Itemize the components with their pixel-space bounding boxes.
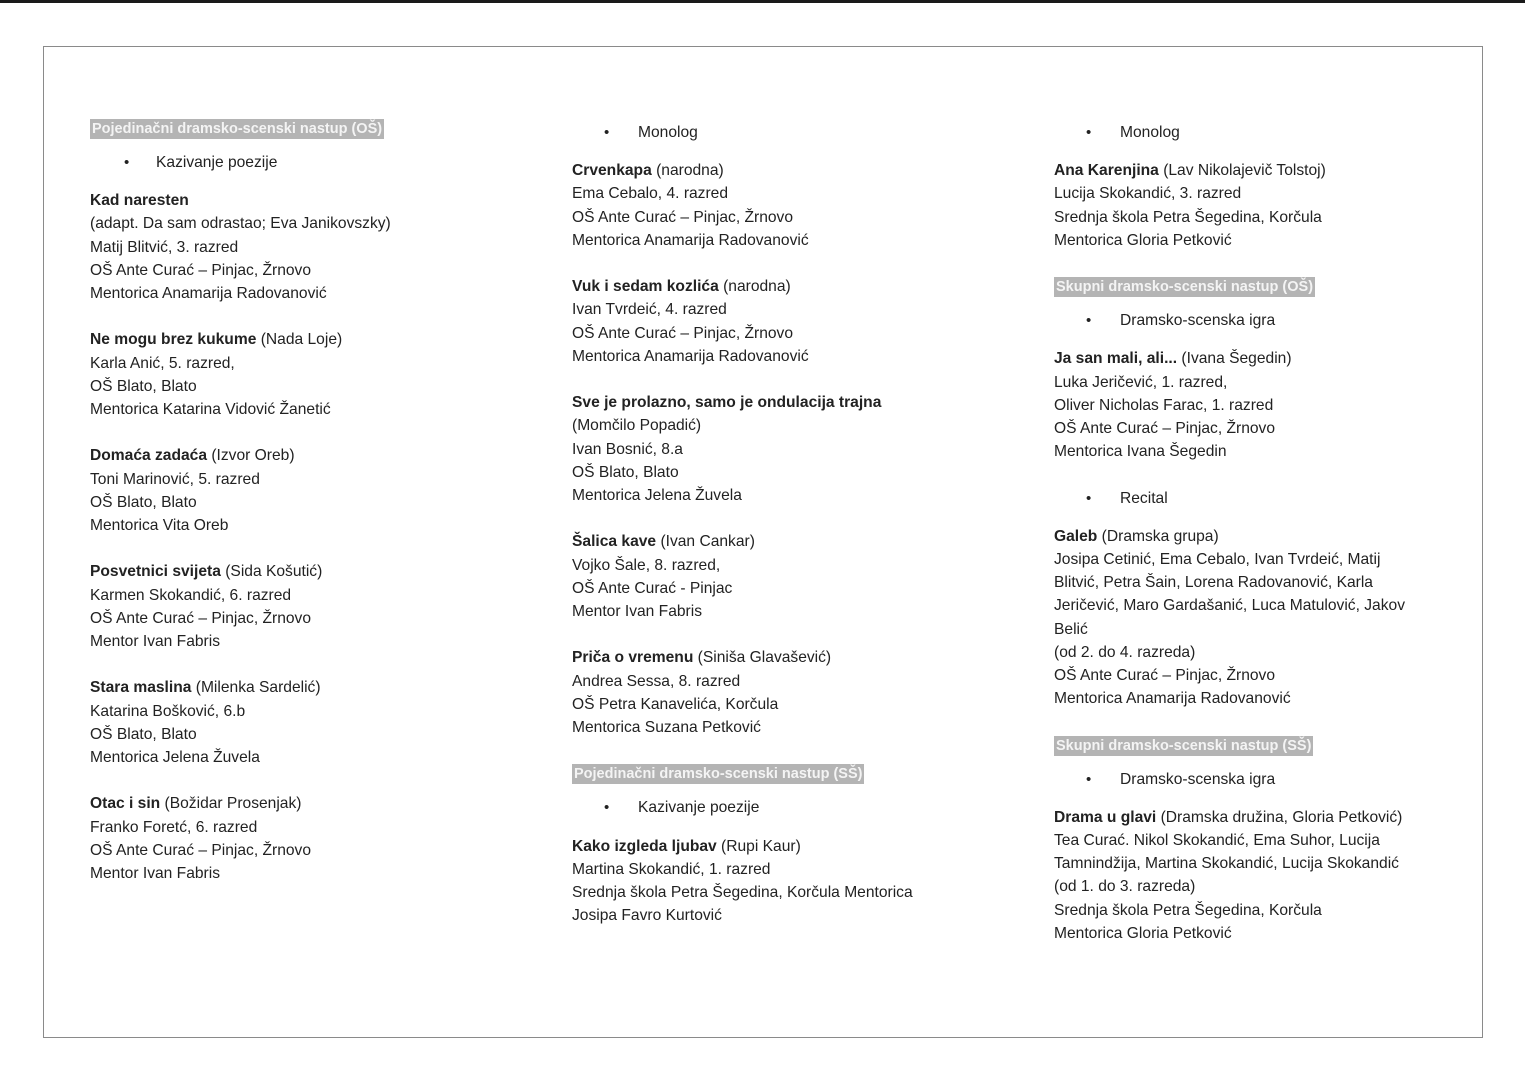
entry-title: Crvenkapa xyxy=(572,162,652,180)
entry-author: (Sida Košutić) xyxy=(220,563,323,581)
entry-author: (Ivan Cankar) xyxy=(656,533,755,551)
entry-title: Priča o vremenu xyxy=(572,649,694,667)
entry-detail-line: OŠ Ante Curać – Pinjac, Žrnovo xyxy=(572,324,794,342)
entry-detail-line: OŠ Ante Curać - Pinjac xyxy=(572,579,733,597)
entry-detail-line: Oliver Nicholas Farac, 1. razred xyxy=(1054,396,1274,414)
program-entry xyxy=(572,159,1012,252)
entry-title: Ja san mali, ali... xyxy=(1054,350,1178,368)
entry-author: (Dramska grupa) xyxy=(1097,527,1219,545)
category-item xyxy=(572,121,1012,144)
section-heading: Skupni dramsko-scenski nastup (OŠ) xyxy=(1056,279,1314,296)
category-item xyxy=(572,796,1012,819)
bullet-icon: • xyxy=(1086,312,1092,330)
entry-detail-line: Mentorica Jelena Žuvela xyxy=(90,749,260,767)
program-entry xyxy=(572,530,1012,623)
program-entry xyxy=(90,792,530,885)
entry-detail-line: (adapt. Da sam odrastao; Eva Janikovszky) xyxy=(90,215,391,233)
entry-detail-line: (od 1. do 3. razreda) xyxy=(1054,878,1196,896)
bullet-icon: • xyxy=(1086,124,1092,141)
entry-detail-line: Mentor Ivan Fabris xyxy=(90,865,220,883)
program-entry xyxy=(90,444,530,537)
entry-detail-line: OŠ Ante Curać – Pinjac, Žrnovo xyxy=(90,261,312,279)
entry-detail-line: Luka Jeričević, 1. razred, xyxy=(1054,373,1228,391)
program-entry xyxy=(90,189,530,305)
column-1 xyxy=(90,117,530,908)
entry-detail-line: OŠ Ante Curać – Pinjac, Žrnovo xyxy=(1054,420,1276,438)
entry-author: (Lav Nikolajevič Tolstoj) xyxy=(1158,162,1326,180)
entry-title: Kako izgleda ljubav xyxy=(572,837,717,855)
program-entry xyxy=(1054,806,1454,945)
entry-title: Stara maslina xyxy=(90,679,192,697)
program-entry xyxy=(572,275,1012,368)
entry-title: Posvetnici svijeta xyxy=(90,563,221,581)
entry-detail-line: Mentorica Jelena Žuvela xyxy=(572,487,742,505)
entry-title: Drama u glavi xyxy=(1054,808,1157,826)
entry-detail-line: Karla Anić, 5. razred, xyxy=(90,354,235,372)
entry-detail-line: OŠ Ante Curać – Pinjac, Žrnovo xyxy=(90,609,312,627)
entry-detail-line: Mentor Ivan Fabris xyxy=(90,633,220,651)
entry-detail-line: Jeričević, Maro Gardašanić, Luca Matulović, Jakov xyxy=(1054,597,1405,615)
category-label: Kazivanje poezije xyxy=(638,799,760,817)
category-label: Monolog xyxy=(638,124,698,141)
category-label: Dramsko-scenska igra xyxy=(1120,770,1276,788)
entry-detail-line: Mentorica Gloria Petković xyxy=(1054,231,1232,249)
category-label: Kazivanje poezije xyxy=(156,154,278,171)
entry-detail-line: OŠ Blato, Blato xyxy=(90,725,197,743)
entry-title: Galeb xyxy=(1054,527,1098,545)
entry-detail-line: Karmen Skokandić, 6. razred xyxy=(90,586,292,604)
program-entry xyxy=(90,328,530,421)
category-label: Dramsko-scenska igra xyxy=(1120,312,1276,330)
category-item xyxy=(90,151,530,174)
program-entry xyxy=(1054,159,1454,252)
category-item xyxy=(1054,309,1454,332)
entry-detail-line: Srednja škola Petra Šegedina, Korčula xyxy=(1054,901,1322,919)
entry-detail-line: Josipa Cetinić, Ema Cebalo, Ivan Tvrdeić, Matij xyxy=(1054,551,1381,569)
entry-detail-line: OŠ Ante Curać – Pinjac, Žrnovo xyxy=(1054,667,1276,685)
entry-detail-line: Mentorica Anamarija Radovanović xyxy=(1054,690,1291,708)
category-item xyxy=(1054,768,1454,791)
column-2 xyxy=(572,117,1012,951)
category-label: Recital xyxy=(1120,489,1168,507)
category-label: Monolog xyxy=(1120,124,1180,141)
entry-detail-line: Mentorica Anamarija Radovanović xyxy=(90,285,327,303)
bullet-icon: • xyxy=(1086,489,1092,507)
program-entry xyxy=(572,391,1012,507)
column-3 xyxy=(1054,117,1454,968)
entry-author: (Izvor Oreb) xyxy=(207,447,295,465)
entry-detail-line: Mentorica Suzana Petković xyxy=(572,719,761,737)
category-item xyxy=(1054,121,1454,144)
entry-detail-line: Mentorica Anamarija Radovanović xyxy=(572,347,809,365)
bullet-icon: • xyxy=(1086,770,1092,788)
entry-detail-line: Srednja škola Petra Šegedina, Korčula xyxy=(1054,208,1322,226)
entry-detail-line: Blitvić, Petra Šain, Lorena Radovanović, Karla xyxy=(1054,574,1373,592)
entry-detail-line: Katarina Bošković, 6.b xyxy=(90,702,246,720)
entry-detail-line: Martina Skokandić, 1. razred xyxy=(572,860,771,878)
entry-title: Šalica kave xyxy=(572,533,657,551)
entry-title: Kad naresten xyxy=(90,192,189,210)
bullet-icon: • xyxy=(604,124,610,141)
entry-author: (narodna) xyxy=(718,278,791,296)
entry-author: (narodna) xyxy=(651,162,724,180)
entry-detail-line: Franko Foretć, 6. razred xyxy=(90,818,258,836)
entry-detail-line: Toni Marinović, 5. razred xyxy=(90,470,260,488)
entry-detail-line: Mentorica Gloria Petković xyxy=(1054,924,1232,942)
entry-detail-line: Mentorica Vita Oreb xyxy=(90,517,229,535)
entry-detail-line: Ivan Bosnić, 8.a xyxy=(572,440,683,458)
entry-detail-line: Belić xyxy=(1054,620,1088,638)
entry-detail-line: OŠ Blato, Blato xyxy=(90,377,197,395)
entry-author: (Dramska družina, Gloria Petković) xyxy=(1156,808,1403,826)
entry-detail-line: Tea Curać. Nikol Skokandić, Ema Suhor, Lucija xyxy=(1054,832,1380,850)
program-entry xyxy=(90,560,530,653)
entry-detail-line: Mentorica Ivana Šegedin xyxy=(1054,443,1227,461)
program-entry xyxy=(572,835,1012,928)
program-entry xyxy=(90,676,530,769)
entry-detail-line: Vojko Šale, 8. razred, xyxy=(572,556,721,574)
bullet-icon: • xyxy=(124,154,130,171)
entry-author: (Božidar Prosenjak) xyxy=(160,795,302,813)
entry-detail-line: Matij Blitvić, 3. razred xyxy=(90,238,239,256)
entry-title: Otac i sin xyxy=(90,795,161,813)
section-heading: Pojedinačni dramsko-scenski nastup (OŠ) xyxy=(92,121,383,137)
entry-detail-line: Ivan Tvrdeić, 4. razred xyxy=(572,301,727,319)
entry-title: Ne mogu brez kukume xyxy=(90,331,257,349)
section-heading: Pojedinačni dramsko-scenski nastup (SŠ) xyxy=(574,766,863,783)
entry-detail-line: Tamnindžija, Martina Skokandić, Lucija Skokandić xyxy=(1054,855,1399,873)
entry-author: (Milenka Sardelić) xyxy=(191,679,321,697)
entry-author: (Rupi Kaur) xyxy=(716,837,801,855)
entry-detail-line: OŠ Blato, Blato xyxy=(90,493,197,511)
entry-detail-line: Ema Cebalo, 4. razred xyxy=(572,185,729,203)
entry-detail-line: Mentorica Katarina Vidović Žanetić xyxy=(90,401,331,419)
entry-detail-line: OŠ Petra Kanavelića, Korčula xyxy=(572,695,779,713)
entry-detail-line: (od 2. do 4. razreda) xyxy=(1054,643,1196,661)
entry-title: Ana Karenjina xyxy=(1054,162,1159,180)
bullet-icon: • xyxy=(604,799,610,817)
section-heading: Skupni dramsko-scenski nastup (SŠ) xyxy=(1056,737,1312,754)
program-entry xyxy=(1054,347,1454,463)
program-entry xyxy=(1054,525,1454,711)
entry-detail-line: (Momčilo Popadić) xyxy=(572,417,702,435)
entry-detail-line: OŠ Ante Curać – Pinjac, Žrnovo xyxy=(90,841,312,859)
entry-detail-line: Josipa Favro Kurtović xyxy=(572,907,722,925)
entry-author: (Nada Loje) xyxy=(256,331,343,349)
entry-detail-line: Srednja škola Petra Šegedina, Korčula Mentorica xyxy=(572,884,913,902)
entry-detail-line: Mentor Ivan Fabris xyxy=(572,603,702,621)
category-item xyxy=(1054,487,1454,510)
entry-detail-line: Andrea Sessa, 8. razred xyxy=(572,672,741,690)
entry-title: Domaća zadaća xyxy=(90,447,208,465)
entry-detail-line: OŠ Ante Curać – Pinjac, Žrnovo xyxy=(572,208,794,226)
entry-title: Sve je prolazno, samo je ondulacija trajna xyxy=(572,394,882,412)
entry-detail-line: Lucija Skokandić, 3. razred xyxy=(1054,185,1242,203)
program-entry xyxy=(572,646,1012,739)
entry-author: (Siniša Glavašević) xyxy=(693,649,832,667)
scan-top-edge xyxy=(0,0,1525,3)
entry-detail-line: Mentorica Anamarija Radovanović xyxy=(572,231,809,249)
entry-detail-line: OŠ Blato, Blato xyxy=(572,463,679,481)
entry-author: (Ivana Šegedin) xyxy=(1177,350,1292,368)
entry-title: Vuk i sedam kozlića xyxy=(572,278,719,296)
